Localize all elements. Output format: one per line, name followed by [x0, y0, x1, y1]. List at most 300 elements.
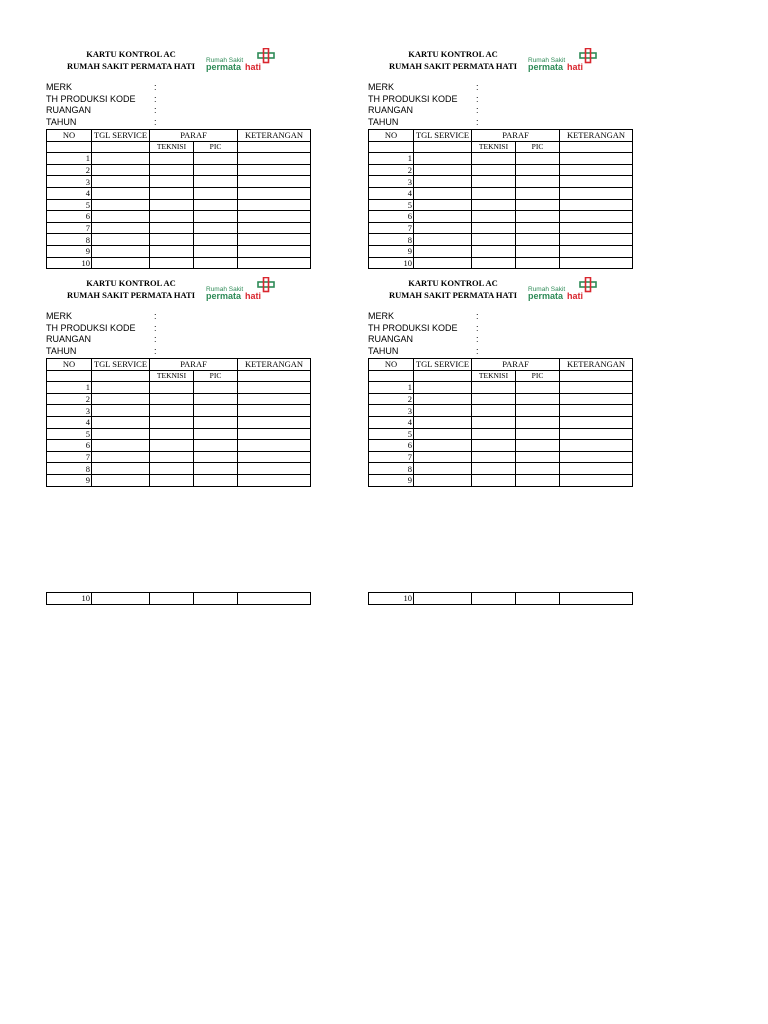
row-number: 7: [369, 451, 414, 463]
field-label: TAHUN: [368, 345, 399, 356]
table-row: [369, 211, 633, 223]
field-row: [46, 323, 246, 335]
field-row: [368, 82, 568, 94]
pic-cell: [516, 222, 560, 234]
pic-cell: [194, 463, 238, 475]
pic-cell: [516, 187, 560, 199]
tgl-cell: [92, 593, 150, 605]
keterangan-cell: [238, 245, 311, 257]
row-number: 4: [369, 187, 414, 199]
pic-cell: [194, 474, 238, 486]
keterangan-cell: [560, 164, 633, 176]
pic-cell: [194, 428, 238, 440]
field-row: [46, 105, 246, 117]
card-title: KARTU KONTROL AC: [408, 49, 498, 59]
tgl-cell: [414, 474, 472, 486]
teknisi-cell: [150, 451, 194, 463]
field-colon: :: [154, 311, 157, 321]
pic-cell: [516, 428, 560, 440]
row-number: 6: [47, 440, 92, 452]
pic-cell: [516, 393, 560, 405]
header-pic: PIC: [516, 370, 560, 382]
keterangan-cell: [238, 187, 311, 199]
teknisi-cell: [472, 211, 516, 223]
tgl-cell: [92, 463, 150, 475]
tgl-cell: [92, 245, 150, 257]
keterangan-cell: [560, 176, 633, 188]
field-colon: :: [154, 93, 157, 104]
teknisi-cell: [472, 416, 516, 428]
tgl-cell: [414, 382, 472, 394]
header-tgl-service: TGL SERVICE: [92, 130, 150, 142]
header-teknisi: TEKNISI: [472, 141, 516, 153]
field-colon: :: [476, 322, 479, 333]
tgl-cell: [92, 451, 150, 463]
table-row: [47, 211, 311, 223]
row-number: 8: [47, 234, 92, 246]
table-row: [47, 416, 311, 428]
pic-cell: [194, 593, 238, 605]
field-label: TH PRODUKSI KODE: [368, 93, 458, 104]
logo-main-text-b: hati: [567, 291, 584, 301]
table-row: [369, 428, 633, 440]
row-number: 5: [47, 199, 92, 211]
table-row: [47, 176, 311, 188]
keterangan-cell: [560, 474, 633, 486]
row-number: 7: [369, 222, 414, 234]
card-subtitle: RUMAH SAKIT PERMATA HATI: [388, 290, 518, 300]
header-blank: [369, 141, 414, 153]
keterangan-cell: [560, 593, 633, 605]
logo-main-text-b: hati: [567, 62, 584, 72]
keterangan-cell: [560, 451, 633, 463]
teknisi-cell: [150, 187, 194, 199]
header-teknisi: TEKNISI: [150, 370, 194, 382]
pic-cell: [194, 245, 238, 257]
tgl-cell: [92, 416, 150, 428]
teknisi-cell: [150, 382, 194, 394]
keterangan-cell: [560, 153, 633, 165]
row-number: 9: [47, 474, 92, 486]
tgl-cell: [414, 187, 472, 199]
field-label: TH PRODUKSI KODE: [368, 322, 458, 333]
field-colon: :: [476, 311, 479, 321]
tgl-cell: [414, 153, 472, 165]
field-row: [46, 346, 246, 358]
tgl-cell: [414, 416, 472, 428]
table-row: [47, 234, 311, 246]
tgl-cell: [92, 393, 150, 405]
table-row: [369, 393, 633, 405]
keterangan-cell: [560, 416, 633, 428]
pic-cell: [516, 593, 560, 605]
row-number: 7: [47, 451, 92, 463]
tgl-cell: [414, 176, 472, 188]
pic-cell: [516, 451, 560, 463]
header-paraf: PARAF: [150, 130, 238, 142]
keterangan-cell: [238, 211, 311, 223]
field-label: MERK: [46, 82, 73, 92]
pic-cell: [516, 176, 560, 188]
table-row: [369, 164, 633, 176]
field-row: [46, 94, 246, 106]
tgl-cell: [414, 451, 472, 463]
teknisi-cell: [150, 211, 194, 223]
header-no: NO: [369, 130, 414, 142]
pic-cell: [516, 405, 560, 417]
header-keterangan: KETERANGAN: [560, 359, 633, 371]
field-label: TAHUN: [368, 116, 399, 127]
row-number: 10: [369, 257, 414, 269]
keterangan-cell: [238, 463, 311, 475]
field-colon: :: [154, 116, 157, 127]
teknisi-cell: [150, 164, 194, 176]
service-table: [368, 358, 633, 487]
header-paraf: PARAF: [472, 359, 560, 371]
field-colon: :: [154, 322, 157, 333]
keterangan-cell: [560, 382, 633, 394]
keterangan-cell: [560, 245, 633, 257]
logo-main-text-a: permata: [528, 62, 564, 72]
table-row: [369, 405, 633, 417]
table-row: [47, 405, 311, 417]
table-row: [369, 463, 633, 475]
teknisi-cell: [150, 176, 194, 188]
keterangan-cell: [238, 176, 311, 188]
teknisi-cell: [472, 222, 516, 234]
card-title: KARTU KONTROL AC: [86, 49, 176, 59]
field-row: [368, 94, 568, 106]
header-paraf: PARAF: [472, 130, 560, 142]
field-colon: :: [476, 93, 479, 104]
pic-cell: [516, 245, 560, 257]
table-row: [47, 153, 311, 165]
logo-main-text-a: permata: [528, 291, 564, 301]
teknisi-cell: [472, 463, 516, 475]
card-subtitle: RUMAH SAKIT PERMATA HATI: [66, 61, 196, 71]
teknisi-cell: [150, 199, 194, 211]
field-colon: :: [476, 105, 479, 116]
field-label: RUANGAN: [46, 334, 92, 345]
header-tgl-service: TGL SERVICE: [92, 359, 150, 371]
row-number: 9: [369, 474, 414, 486]
teknisi-cell: [150, 474, 194, 486]
row-number: 6: [47, 211, 92, 223]
card-subtitle: RUMAH SAKIT PERMATA HATI: [388, 61, 518, 71]
keterangan-cell: [238, 451, 311, 463]
pic-cell: [516, 164, 560, 176]
header-blank: [560, 141, 633, 153]
table-row: [369, 234, 633, 246]
keterangan-cell: [238, 440, 311, 452]
tgl-cell: [414, 428, 472, 440]
field-colon: :: [154, 345, 157, 356]
teknisi-cell: [150, 222, 194, 234]
pic-cell: [516, 382, 560, 394]
teknisi-cell: [150, 463, 194, 475]
row-number: 2: [47, 393, 92, 405]
row-number: 7: [47, 222, 92, 234]
field-label: MERK: [368, 82, 395, 92]
keterangan-cell: [238, 382, 311, 394]
service-table: [368, 129, 633, 269]
row-number: 3: [47, 405, 92, 417]
tgl-cell: [414, 164, 472, 176]
pic-cell: [516, 234, 560, 246]
teknisi-cell: [472, 593, 516, 605]
cross-heart-icon: [258, 278, 274, 292]
header-blank: [47, 370, 92, 382]
pic-cell: [516, 416, 560, 428]
keterangan-cell: [560, 234, 633, 246]
field-row: [368, 346, 568, 358]
card-fields: [46, 82, 246, 128]
logo-small-text: Rumah Sakit: [528, 57, 566, 64]
table-row: [369, 451, 633, 463]
header-pic: PIC: [194, 370, 238, 382]
pic-cell: [516, 211, 560, 223]
table-row: [47, 474, 311, 486]
field-label: TH PRODUKSI KODE: [46, 322, 136, 333]
card-title: KARTU KONTROL AC: [86, 278, 176, 288]
field-colon: :: [154, 105, 157, 116]
header-no: NO: [369, 359, 414, 371]
keterangan-cell: [238, 164, 311, 176]
keterangan-cell: [560, 199, 633, 211]
card-subtitle: RUMAH SAKIT PERMATA HATI: [66, 290, 196, 300]
hospital-logo: [526, 277, 606, 303]
pic-cell: [194, 382, 238, 394]
teknisi-cell: [472, 440, 516, 452]
service-table: [46, 129, 311, 269]
table-row: [369, 199, 633, 211]
table-row: [47, 187, 311, 199]
header-teknisi: TEKNISI: [150, 141, 194, 153]
row-number: 10: [47, 257, 92, 269]
extra-row-table-2: [368, 592, 633, 605]
row-number: 10: [369, 593, 414, 605]
field-colon: :: [476, 345, 479, 356]
teknisi-cell: [150, 428, 194, 440]
header-no: NO: [47, 130, 92, 142]
pic-cell: [194, 222, 238, 234]
keterangan-cell: [238, 234, 311, 246]
header-tgl-service: TGL SERVICE: [414, 130, 472, 142]
table-row: [47, 463, 311, 475]
keterangan-cell: [560, 211, 633, 223]
header-paraf: PARAF: [150, 359, 238, 371]
teknisi-cell: [150, 416, 194, 428]
table-row: [47, 222, 311, 234]
table-row: [369, 593, 633, 605]
pic-cell: [194, 405, 238, 417]
teknisi-cell: [472, 153, 516, 165]
header-blank: [414, 370, 472, 382]
row-number: 5: [369, 428, 414, 440]
tgl-cell: [92, 153, 150, 165]
pic-cell: [194, 153, 238, 165]
field-row: [46, 82, 246, 94]
cross-heart-icon: [258, 49, 274, 63]
tgl-cell: [92, 234, 150, 246]
row-number: 6: [369, 440, 414, 452]
pic-cell: [516, 463, 560, 475]
field-label: TAHUN: [46, 345, 77, 356]
teknisi-cell: [472, 382, 516, 394]
row-number: 10: [47, 593, 92, 605]
pic-cell: [516, 199, 560, 211]
row-number: 5: [369, 199, 414, 211]
row-number: 4: [369, 416, 414, 428]
header-blank: [47, 141, 92, 153]
row-number: 8: [369, 463, 414, 475]
pic-cell: [194, 164, 238, 176]
cross-heart-icon: [580, 278, 596, 292]
logo-small-text: Rumah Sakit: [206, 286, 244, 293]
row-number: 2: [47, 164, 92, 176]
tgl-cell: [414, 211, 472, 223]
keterangan-cell: [238, 153, 311, 165]
field-colon: :: [154, 82, 157, 92]
table-row: [369, 257, 633, 269]
teknisi-cell: [472, 234, 516, 246]
teknisi-cell: [472, 405, 516, 417]
keterangan-cell: [560, 187, 633, 199]
field-label: MERK: [368, 311, 395, 321]
keterangan-cell: [238, 257, 311, 269]
field-row: [46, 311, 246, 323]
teknisi-cell: [150, 245, 194, 257]
pic-cell: [194, 257, 238, 269]
teknisi-cell: [150, 405, 194, 417]
pic-cell: [194, 187, 238, 199]
teknisi-cell: [472, 393, 516, 405]
keterangan-cell: [238, 593, 311, 605]
tgl-cell: [92, 428, 150, 440]
row-number: 1: [47, 382, 92, 394]
header-pic: PIC: [516, 141, 560, 153]
table-row: [369, 440, 633, 452]
teknisi-cell: [472, 199, 516, 211]
keterangan-cell: [238, 474, 311, 486]
card-fields: [368, 82, 568, 128]
tgl-cell: [92, 211, 150, 223]
field-colon: :: [154, 334, 157, 345]
keterangan-cell: [238, 428, 311, 440]
pic-cell: [516, 153, 560, 165]
tgl-cell: [414, 463, 472, 475]
header-blank: [414, 141, 472, 153]
keterangan-cell: [560, 393, 633, 405]
pic-cell: [194, 199, 238, 211]
pic-cell: [194, 211, 238, 223]
keterangan-cell: [238, 405, 311, 417]
header-no: NO: [47, 359, 92, 371]
tgl-cell: [92, 474, 150, 486]
row-number: 8: [47, 463, 92, 475]
teknisi-cell: [472, 257, 516, 269]
header-teknisi: TEKNISI: [472, 370, 516, 382]
table-row: [47, 245, 311, 257]
row-number: 3: [369, 176, 414, 188]
logo-main-text-b: hati: [245, 291, 262, 301]
field-label: TAHUN: [46, 116, 77, 127]
service-table: [46, 358, 311, 487]
tgl-cell: [414, 593, 472, 605]
field-row: [368, 323, 568, 335]
keterangan-cell: [560, 463, 633, 475]
table-row: [47, 593, 311, 605]
tgl-cell: [92, 405, 150, 417]
row-number: 1: [47, 153, 92, 165]
table-row: [47, 451, 311, 463]
pic-cell: [194, 451, 238, 463]
teknisi-cell: [150, 234, 194, 246]
extra-row-table-1: [46, 592, 311, 605]
row-number: 3: [47, 176, 92, 188]
tgl-cell: [92, 440, 150, 452]
cross-heart-icon: [580, 49, 596, 63]
table-row: [369, 187, 633, 199]
field-label: RUANGAN: [46, 105, 92, 116]
pic-cell: [194, 393, 238, 405]
pic-cell: [516, 440, 560, 452]
teknisi-cell: [472, 176, 516, 188]
teknisi-cell: [472, 187, 516, 199]
tgl-cell: [414, 257, 472, 269]
field-label: TH PRODUKSI KODE: [46, 93, 136, 104]
pic-cell: [194, 234, 238, 246]
field-label: RUANGAN: [368, 105, 414, 116]
header-keterangan: KETERANGAN: [238, 359, 311, 371]
tgl-cell: [414, 234, 472, 246]
field-row: [368, 311, 568, 323]
table-row: [369, 474, 633, 486]
field-colon: :: [476, 116, 479, 127]
logo-main-text-a: permata: [206, 62, 242, 72]
field-label: MERK: [46, 311, 73, 321]
teknisi-cell: [150, 153, 194, 165]
header-tgl-service: TGL SERVICE: [414, 359, 472, 371]
keterangan-cell: [560, 405, 633, 417]
card-fields: [368, 311, 568, 357]
keterangan-cell: [238, 222, 311, 234]
header-keterangan: KETERANGAN: [238, 130, 311, 142]
pic-cell: [516, 474, 560, 486]
header-blank: [238, 141, 311, 153]
hospital-logo: [526, 48, 606, 74]
tgl-cell: [92, 187, 150, 199]
keterangan-cell: [560, 440, 633, 452]
table-row: [47, 428, 311, 440]
header-blank: [92, 141, 150, 153]
keterangan-cell: [238, 393, 311, 405]
row-number: 3: [369, 405, 414, 417]
keterangan-cell: [238, 416, 311, 428]
table-row: [47, 382, 311, 394]
tgl-cell: [414, 222, 472, 234]
field-colon: :: [476, 334, 479, 345]
table-row: [47, 257, 311, 269]
teknisi-cell: [150, 593, 194, 605]
teknisi-cell: [472, 474, 516, 486]
tgl-cell: [92, 257, 150, 269]
teknisi-cell: [150, 440, 194, 452]
tgl-cell: [414, 199, 472, 211]
logo-main-text-a: permata: [206, 291, 242, 301]
pic-cell: [194, 176, 238, 188]
header-blank: [238, 370, 311, 382]
